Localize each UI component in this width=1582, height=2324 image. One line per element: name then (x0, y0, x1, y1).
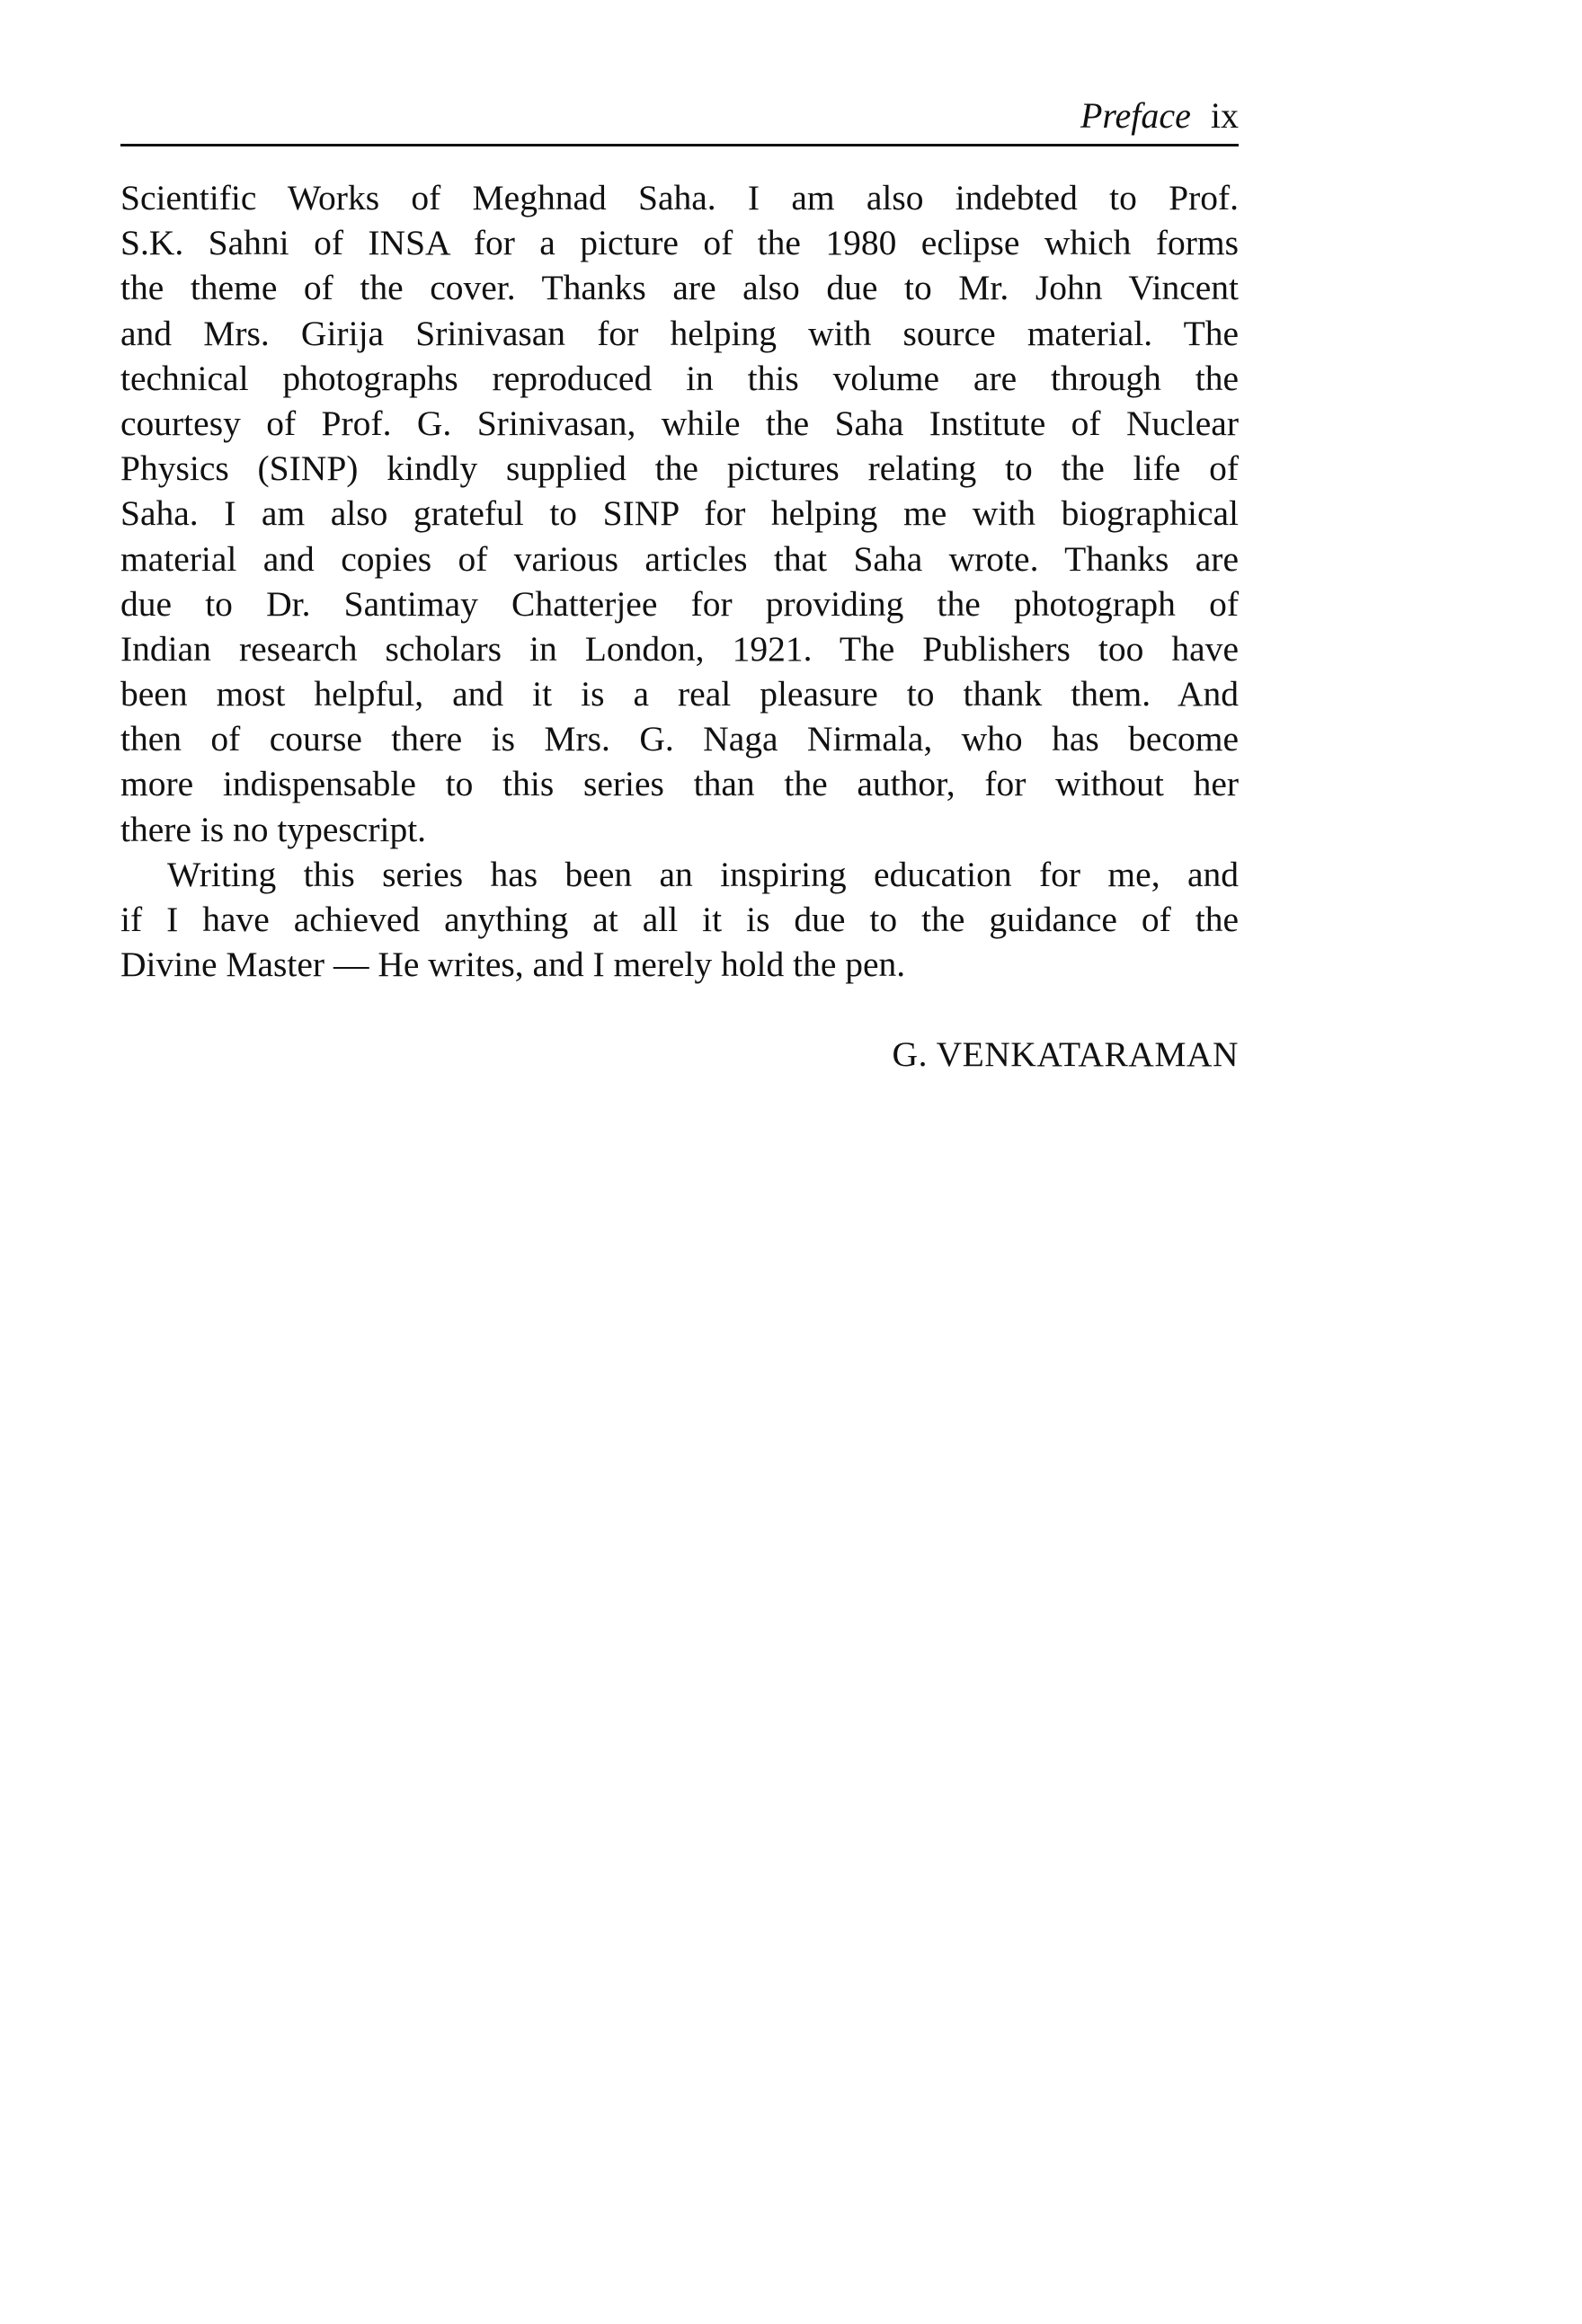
text-line: Divine Master — He writes, and I merely hold the pen. (120, 945, 906, 985)
preface-body (120, 175, 1239, 987)
text-line: Writing this series has been an inspiring education for me, and (167, 854, 1239, 894)
text-line: due to Dr. Santimay Chatterjee for providing the photograph of (120, 583, 1239, 624)
text-line: Scientific Works of Meghnad Saha. I am also indebted to Prof. (120, 178, 1239, 217)
text-line: if I have achieved anything at all it is due to the guidance of the (120, 900, 1239, 939)
header-rule (120, 144, 1239, 146)
text-line: the theme of the cover. Thanks are also due to Mr. John Vincent (120, 268, 1239, 308)
text-line: S.K. Sahni of INSA for a picture of the 1980 eclipse which forms (120, 223, 1239, 263)
running-header (120, 93, 1239, 138)
text-line: courtesy of Prof. G. Srinivasan, while the Saha Institute of Nuclear (120, 403, 1239, 443)
text-line: there is no typescript. (120, 809, 427, 849)
page-number: ix (1210, 95, 1239, 136)
text-line: technical photographs reproduced in this volume are through the (120, 358, 1239, 398)
paragraph-closing (120, 852, 1239, 988)
author-signature: G. VENKATARAMAN (892, 1034, 1239, 1074)
text-line: Indian research scholars in London, 1921. The Publishers too have (120, 628, 1239, 669)
text-line: Physics (SINP) kindly supplied the pictures relating to the life of (120, 448, 1239, 489)
text-line: and Mrs. Girija Srinivasan for helping with source material. The (120, 313, 1239, 353)
text-line: Saha. I am also grateful to SINP for helping me with biographical (120, 493, 1239, 534)
section-title: Preface (1080, 95, 1191, 136)
text-line: more indispensable to this series than the author, for without her (120, 764, 1239, 804)
text-line: material and copies of various articles that Saha wrote. Thanks are (120, 538, 1239, 579)
paragraph-acknowledgements (120, 175, 1239, 852)
text-line: been most helpful, and it is a real pleasure to thank them. And (120, 674, 1239, 714)
text-line: then of course there is Mrs. G. Naga Nirmala, who has become (120, 719, 1239, 759)
